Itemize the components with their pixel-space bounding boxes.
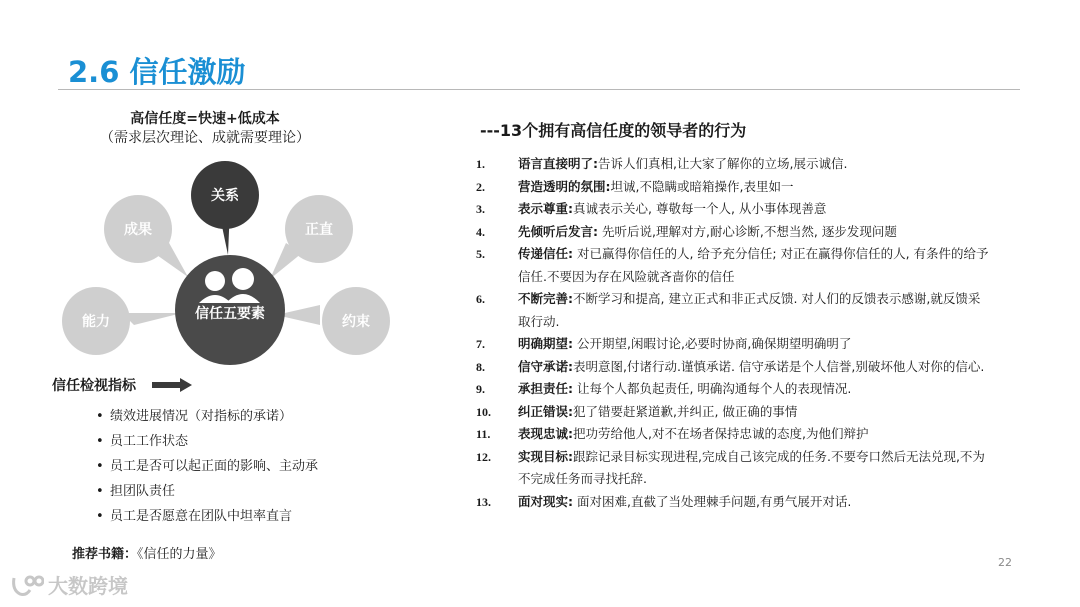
- bubble-label-integrity: 正直: [305, 222, 333, 238]
- trust-diagram: [58, 155, 398, 370]
- book-title: 《信任的力量》: [137, 547, 222, 562]
- item-text: 把功劳给他人,对不在场者保持忠诚的态度,为他们辩护: [573, 426, 869, 441]
- arrow-right-icon: [152, 378, 192, 392]
- list-item: [476, 288, 1032, 311]
- page-number: 22: [998, 556, 1012, 569]
- item-text: 犯了错要赶紧道歉,并纠正, 做正确的事情: [573, 403, 798, 419]
- list-item-continuation: [96, 479, 356, 504]
- item-number: 9.: [476, 382, 485, 396]
- list-item: [476, 153, 1032, 176]
- list-item: [476, 176, 1032, 199]
- item-term: 传递信任:: [518, 246, 573, 261]
- list-item: • 员工工作状态: [96, 429, 356, 454]
- list-item-continuation: [476, 311, 1032, 334]
- bubble-label-result: 成果: [124, 222, 152, 238]
- item-term: 信守承诺:: [518, 358, 573, 374]
- list-item: [476, 423, 1032, 446]
- item-text: 取行动.: [518, 313, 560, 329]
- item-text: 不断学习和提高, 建立正式和非正式反馈. 对人们的反馈表示感谢,就反馈采: [573, 291, 981, 306]
- item-number: 11.: [476, 427, 491, 441]
- recommended-book: [72, 543, 222, 562]
- list-item: [476, 378, 1032, 401]
- indicators-list: [96, 404, 356, 529]
- list-item: [476, 356, 1032, 379]
- item-number: 1.: [476, 157, 485, 171]
- item-number: [476, 311, 518, 334]
- list-item-text: 担团队责任: [110, 484, 176, 499]
- item-text: 信任.不要因为存在风险就吝啬你的信任: [518, 268, 735, 284]
- item-number: [476, 266, 518, 289]
- bubble-label-constraint: 约束: [342, 314, 370, 330]
- list-item: [476, 198, 1032, 221]
- item-text: 表明意图,付诸行动.谨慎承诺. 信守承诺是个人信誉,别破坏他人对你的信心.: [573, 358, 985, 374]
- list-item: [476, 401, 1032, 424]
- item-number: 4.: [476, 224, 485, 239]
- title-divider: [58, 89, 1020, 90]
- item-term: 表示尊重:: [518, 201, 573, 216]
- left-heading-block: [40, 110, 370, 148]
- list-item: [476, 446, 1032, 469]
- watermark: [10, 570, 128, 599]
- item-term: 营造透明的氛围:: [518, 178, 611, 194]
- item-number: 8.: [476, 359, 485, 374]
- left-subheading: （需求层次理论、成就需要理论）: [100, 130, 310, 146]
- right-heading: ---13个拥有高信任度的领导者的行为: [480, 121, 747, 140]
- indicators-title: 信任检视指标: [52, 378, 136, 394]
- book-label: 推荐书籍：: [72, 547, 138, 562]
- item-text: 不完成任务而寻找托辞.: [518, 471, 647, 486]
- item-number: 2.: [476, 179, 485, 194]
- item-term: 不断完善:: [518, 291, 573, 306]
- bubble-label-ability: 能力: [82, 314, 110, 330]
- item-number: 3.: [476, 202, 485, 216]
- item-term: 承担责任:: [518, 381, 573, 396]
- item-text: 告诉人们真相,让大家了解你的立场,展示诚信.: [598, 156, 848, 171]
- item-number: 13.: [476, 494, 491, 509]
- item-term: 纠正错误:: [518, 403, 573, 419]
- list-item: [476, 491, 1032, 514]
- bubble-label-relation: 关系: [211, 188, 239, 204]
- item-text: 坦诚,不隐瞒或暗箱操作,表里如一: [610, 178, 794, 194]
- item-text: 真诚表示关心, 尊敬每一个人, 从小事体现善意: [573, 201, 827, 216]
- item-number: 6.: [476, 292, 485, 306]
- item-text: 先听后说,理解对方,耐心诊断,不想当然, 逐步发现问题: [598, 223, 897, 239]
- center-label: 信任五要素: [195, 306, 265, 322]
- list-item: [476, 333, 1032, 356]
- item-number: 5.: [476, 247, 485, 261]
- item-number: 12.: [476, 449, 491, 464]
- list-item: • 绩效进展情况（对指标的承诺）: [96, 404, 356, 429]
- item-text: 公开期望,闲暇讨论,必要时协商,确保期望明确明了: [573, 336, 852, 351]
- watermark-text: 大数跨境: [48, 574, 128, 598]
- left-heading: 高信任度=快速+低成本: [130, 111, 280, 127]
- bubble-tail-ability: [122, 313, 182, 325]
- slide-title: 2.6 信任激励: [68, 55, 246, 89]
- item-number: 7.: [476, 337, 485, 351]
- item-term: 面对现实:: [518, 493, 573, 509]
- list-item: • 员工是否可以起正面的影响、主动承: [96, 454, 356, 479]
- list-item: [476, 243, 1032, 266]
- list-item-continuation: [476, 468, 1032, 491]
- item-term: 明确期望:: [518, 336, 573, 351]
- item-term: 实现目标:: [518, 448, 573, 464]
- list-item: [476, 221, 1032, 244]
- list-item-continuation: [476, 266, 1032, 289]
- item-number: 10.: [476, 404, 491, 419]
- item-text: 对已赢得你信任的人, 给予充分信任; 对正在赢得你信任的人, 有条件的给予: [573, 246, 989, 261]
- item-text: 跟踪记录目标实现进程,完成自己该完成的任务.不要夸口然后无法兑现,不为: [573, 448, 985, 464]
- item-text: 让每个人都负起责任, 明确沟通每个人的表现情况.: [573, 381, 852, 396]
- item-text: 面对困难,直截了当处理棘手问题,有勇气展开对话.: [573, 493, 852, 509]
- item-term: 语言直接明了:: [518, 156, 598, 171]
- item-term: 表现忠诚:: [518, 426, 573, 441]
- item-term: 先倾听后发言:: [518, 223, 598, 239]
- item-number: [476, 468, 518, 491]
- logo-icon: [10, 572, 44, 598]
- list-item: • 员工是否愿意在团队中坦率直言: [96, 504, 356, 529]
- behavior-list: [476, 153, 1032, 513]
